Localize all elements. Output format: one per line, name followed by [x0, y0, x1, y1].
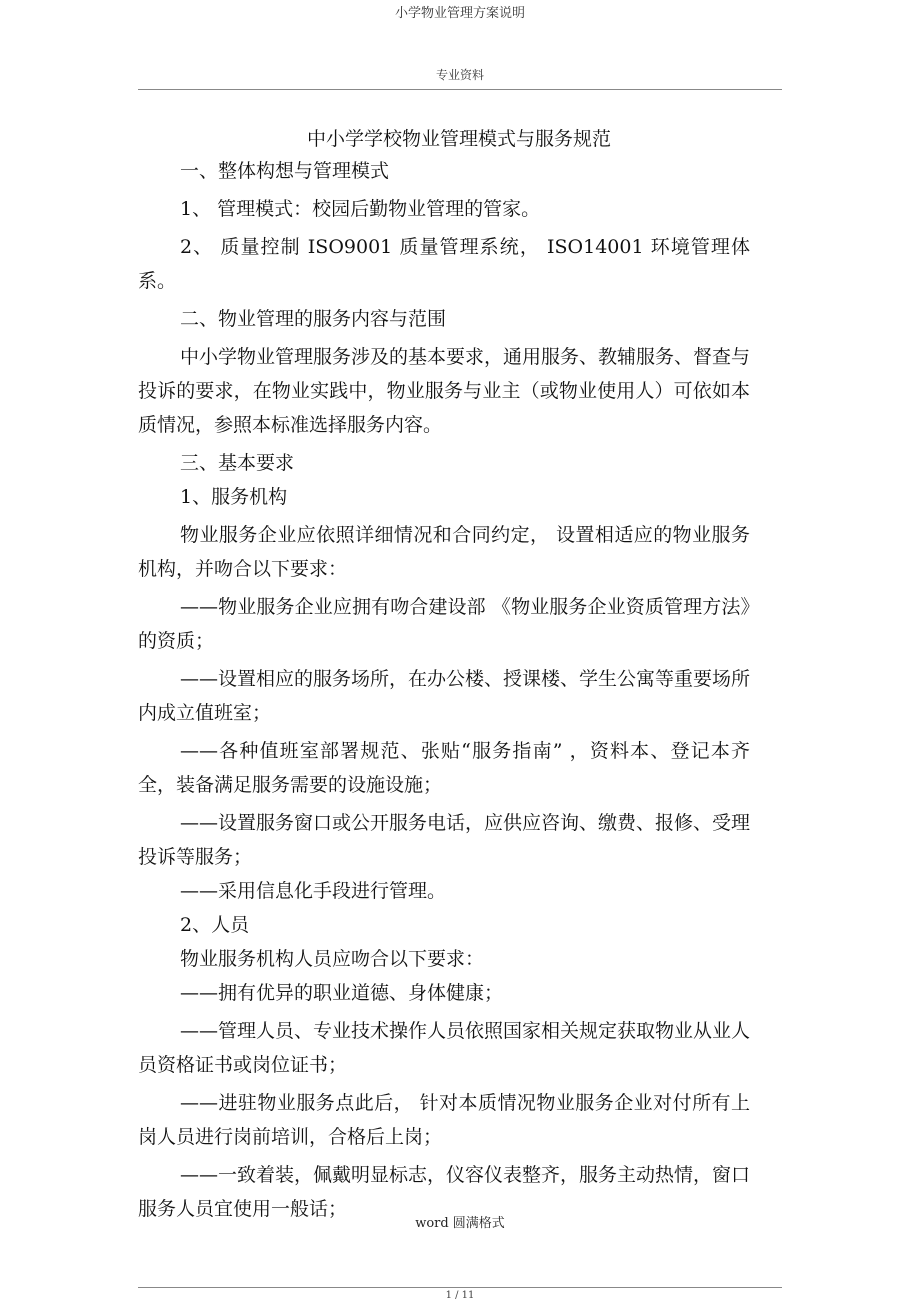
- page-title: 中小学学校物业管理模式与服务规范: [306, 128, 611, 150]
- footer-divider: [138, 1287, 782, 1288]
- paragraph-4: 二、物业管理的服务内容与范围: [180, 308, 447, 330]
- page-number: 1 / 11: [445, 1290, 475, 1301]
- paragraph-13: ——采用信息化手段进行管理。: [180, 880, 447, 902]
- paragraph-2: 1、 管理模式：校园后勤物业管理的管家。: [180, 198, 541, 220]
- header-divider: [138, 89, 782, 90]
- paragraph-15: 物业服务机构人员应吻合以下要求：: [180, 948, 485, 970]
- footer-format-label: word 圆满格式: [415, 1216, 505, 1231]
- paragraph-7: 1、服务机构: [180, 486, 288, 508]
- paragraph-19: ——一致着装，佩戴明显标志，仪容仪表整齐，服务主动热情，窗口服务人员宜使用一般话；: [138, 1164, 751, 1220]
- paragraph-6: 三、基本要求: [180, 452, 295, 474]
- document-title-header: 小学物业管理方案说明: [394, 6, 525, 21]
- paragraph-12: ——设置服务窗口或公开服务电话，应供应咨询、缴费、报修、受理投诉等服务；: [138, 812, 751, 868]
- paragraph-9: ——物业服务企业应拥有吻合建设部 《物业服务企业资质管理方法》的资质；: [138, 596, 750, 652]
- paragraph-14: 2、人员: [180, 914, 250, 936]
- paragraph-5: 中小学物业管理服务涉及的基本要求，通用服务、教辅服务、督查与投诉的要求，在物业实践中，物业服务与业主（或物业使用人）可依如本质情况，参照本标准选择服务内容。: [138, 346, 751, 436]
- paragraph-16: ——拥有优异的职业道德、身体健康；: [180, 982, 504, 1004]
- paragraph-8: 物业服务企业应依照详细情况和合同约定， 设置相适应的物业服务机构，并吻合以下要求：: [138, 524, 750, 580]
- paragraph-1: 一、整体构想与管理模式: [180, 160, 390, 182]
- paragraph-18: ——进驻物业服务点此后， 针对本质情况物业服务企业对付所有上岗人员进行岗前培训，合格后上岗；: [138, 1092, 750, 1148]
- paragraph-17: ——管理人员、专业技术操作人员依照国家相关规定获取物业从业人员资格证书或岗位证书；: [138, 1020, 751, 1076]
- paragraph-11: ——各种值班室部署规范、张贴“服务指南” ，资料本、登记本齐全，装备满足服务需要的设施设施；: [138, 740, 750, 796]
- document-body: [138, 124, 750, 1226]
- paragraph-3: 2、 质量控制 ISO9001 质量管理系统， ISO14001 环境管理体系。: [138, 236, 750, 292]
- header-label: 专业资料: [435, 68, 484, 82]
- paragraph-10: ——设置相应的服务场所，在办公楼、授课楼、学生公寓等重要场所内成立值班室；: [138, 668, 751, 724]
